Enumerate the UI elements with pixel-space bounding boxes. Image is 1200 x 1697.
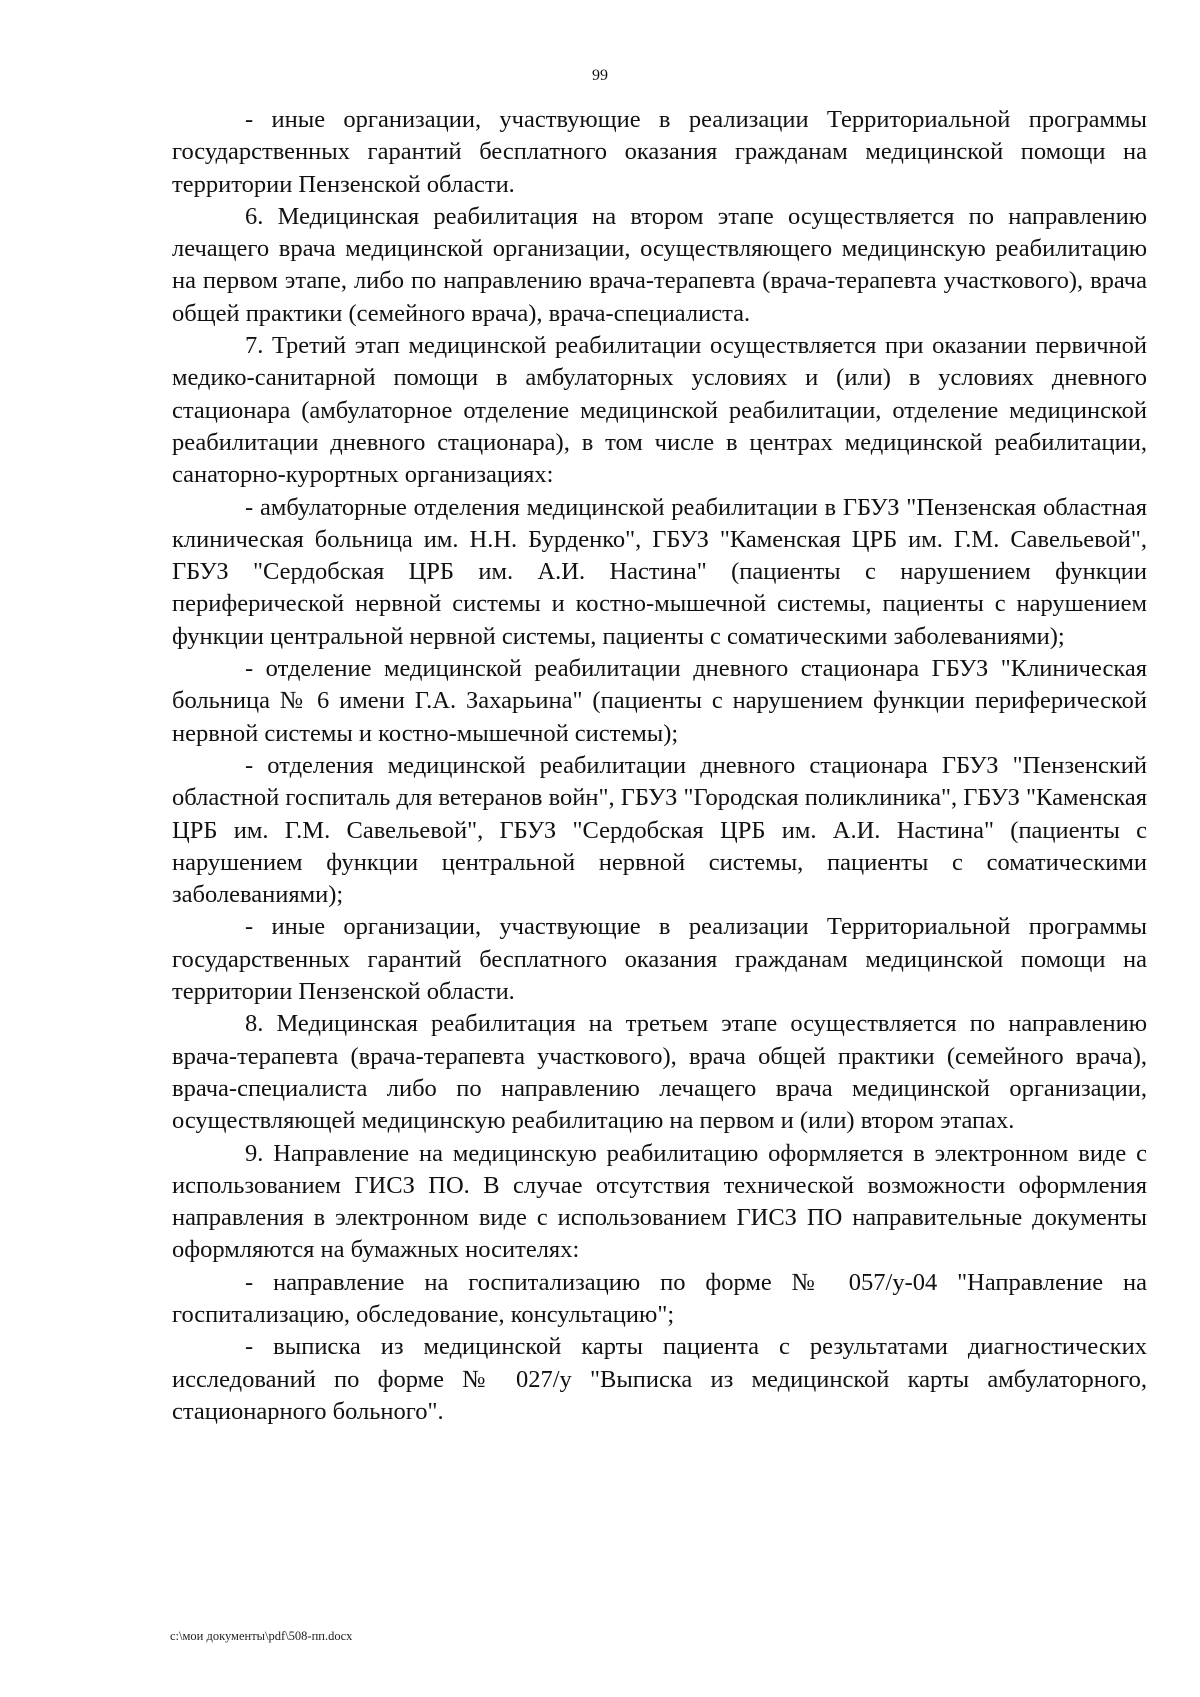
paragraph-item-7: 7. Третий этап медицинской реабилитации осуществляется при оказании первичной медико-санитарной помощи в амбулаторных условиях и (или) в условиях дневного стационара (амбулаторное отделение медицинской реабилитации, отделение медицинской реабилитации дневного стационара), в том числе в центрах медицинской реабилитации, санаторно-курортных организациях: — [172, 332, 1147, 489]
paragraph-day-hospital-department: - отделение медицинской реабилитации дневного стационара ГБУЗ "Клиническая больница № 6 имени Г.А. Захарьина" (пациенты с нарушением функции периферической нервной системы и костно-мышечной системы); — [172, 655, 1147, 747]
paragraph-day-hospital-departments: - отделения медицинской реабилитации дневного стационара ГБУЗ "Пензенский областной госпиталь для ветеранов войн", ГБУЗ "Городская поликлиника", ГБУЗ "Каменская ЦРБ им. Г.М. Савельевой", ГБУЗ "Сердобская ЦРБ им. А.И. Настина" (пациенты с нарушением функции центральной нервной системы, пациенты с соматическими заболеваниями); — [172, 751, 1147, 909]
paragraph-other-organizations-stage3: - иные организации, участвующие в реализации Территориальной программы государственных гарантий бесплатного оказания гражданам медицинской помощи на территории Пензенской области. — [172, 913, 1147, 1006]
document-body — [172, 104, 1147, 1428]
paragraph-item-6: 6. Медицинская реабилитация на втором этапе осуществляется по направлению лечащего врача медицинской организации, осуществляющего медицинскую реабилитацию на первом этапе, либо по направлению врача-терапевта (врача-терапевта участкового), врача общей практики (семейного врача), врача-специалиста. — [172, 202, 1147, 327]
page-number: 99 — [592, 67, 608, 84]
paragraph-item-9: 9. Направление на медицинскую реабилитацию оформляется в электронном виде с использованием ГИСЗ ПО. В случае отсутствия технической возможности оформления направления в электронном виде с использованием ГИСЗ ПО направительные документы оформляются на бумажных носителях: — [172, 1139, 1147, 1264]
paragraph-outpatient-departments: - амбулаторные отделения медицинской реабилитации в ГБУЗ "Пензенская областная клиническая больница им. Н.Н. Бурденко", ГБУЗ "Каменская ЦРБ им. Г.М. Савельевой", ГБУЗ "Сердобская ЦРБ им. А.И. Настина" (пациенты с нарушением функции периферической нервной системы и костно-мышечной системы, пациенты с нарушением функции центральной нервной системы, пациенты с соматическими заболеваниями); — [172, 493, 1147, 650]
paragraph-item-8: 8. Медицинская реабилитация на третьем этапе осуществляется по направлению врача-терапевта (врача-терапевта участкового), врача общей практики (семейного врача), врача-специалиста либо по направлению лечащего врача медицинской организации, осуществляющей медицинскую реабилитацию на первом и (или) втором этапах. — [172, 1010, 1147, 1135]
paragraph-extract-form-027: - выписка из медицинской карты пациента с результатами диагностических исследований по форме № 027/у "Выписка из медицинской карты амбулаторного, стационарного больного". — [172, 1333, 1147, 1425]
paragraph-referral-form-057: - направление на госпитализацию по форме № 057/у-04 "Направление на госпитализацию, обследование, консультацию"; — [172, 1268, 1147, 1328]
footer-file-path: c:\мои документы\pdf\508-пп.docx — [170, 1629, 353, 1643]
paragraph-other-organizations-stage2: - иные организации, участвующие в реализации Территориальной программы государственных гарантий бесплатного оказания гражданам медицинской помощи на территории Пензенской области. — [172, 106, 1147, 198]
